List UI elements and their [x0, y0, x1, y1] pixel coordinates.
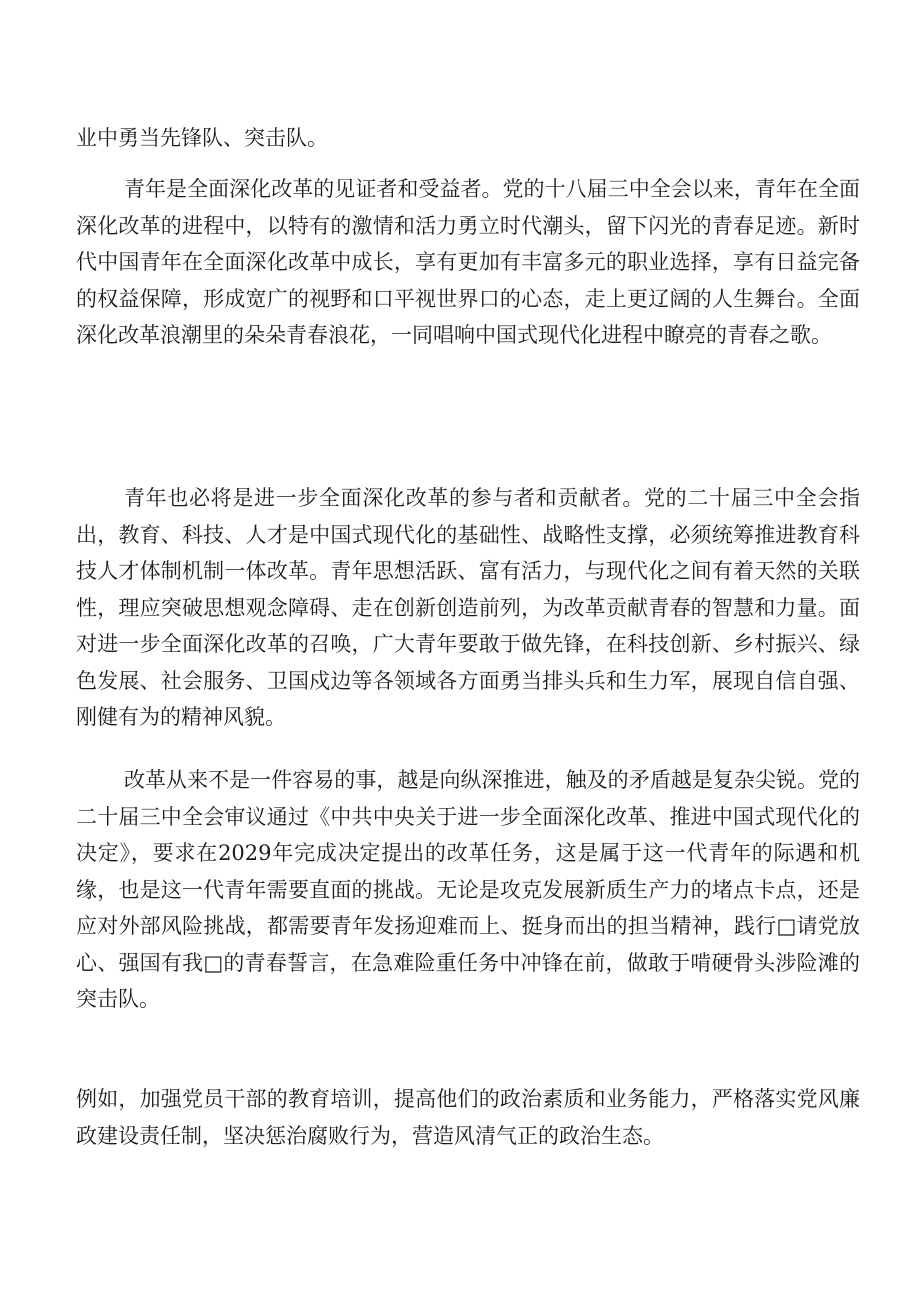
paragraph-reform-challenges: 改革从来不是一件容易的事，越是向纵深推进，触及的矛盾越是复杂尖锐。党的二十届三中全会审议通过《中共中央关于进一步全面深化改革、推进中国式现代化的决定》，要求在2029年完成决定提出的改革任务，这是属于这一代青年的际遇和机缘，也是这一代青年需要直面的挑战。无论是攻克发展新质生产力的堵点卡点，还是应对外部风险挑战，都需要青年发扬迎难而上、挺身而出的担当精神，践行□请党放心、强国有我□的青春誓言，在急难险重任务中冲锋在前，做敢于啃硬骨头涉险滩的突击队。: [76, 768, 860, 1011]
paragraph-youth-witnesses: 青年是全面深化改革的见证者和受益者。党的十八届三中全会以来，青年在全面深化改革的进程中，以特有的激情和活力勇立时代潮头，留下闪光的青春足迹。新时代中国青年在全面深化改革中成长，享有更加有丰富多元的职业选择，享有日益完备的权益保障，形成宽广的视野和口平视世界口的心态，走上更辽阔的人生舞台。全面深化改革浪潮里的朵朵青春浪花，一同唱响中国式现代化进程中瞭亮的青春之歌。: [76, 177, 860, 347]
paragraph-youth-participants: 青年也必将是进一步全面深化改革的参与者和贡献者。党的二十届三中全会指出，教育、科技、人才是中国式现代化的基础性、战略性支撑，必须统筹推进教育科技人才体制机制一体改革。青年思想活跃、富有活力，与现代化之间有着天然的关联性，理应突破思想观念障碍、走在创新创造前列，为改革贡献青春的智慧和力量。面对进一步全面深化改革的召唤，广大青年要敢于做先锋，在科技创新、乡村振兴、绿色发展、社会服务、卫国戍边等各领域各方面勇当排头兵和生力军，展现自信自强、刚健有为的精神风貌。: [76, 486, 860, 729]
paragraph-example: 例如，加强党员干部的教育培训，提高他们的政治素质和业务能力，严格落实党风廉政建设责任制，坚决惩治腐败行为，营造风清气正的政治生态。: [76, 1087, 860, 1148]
paragraph-continuation: 业中勇当先锋队、突击队。: [76, 126, 328, 150]
